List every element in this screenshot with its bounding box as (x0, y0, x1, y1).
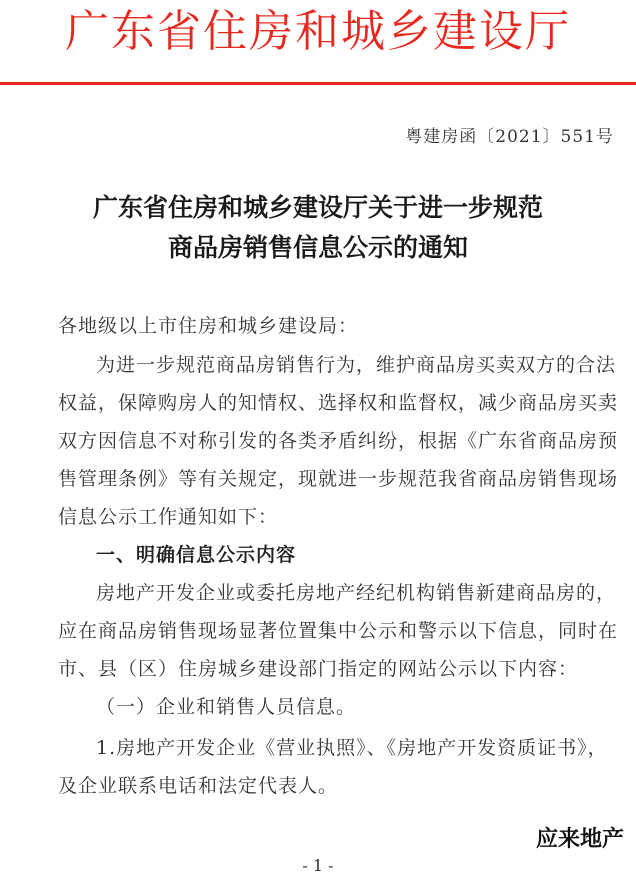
salutation: 各地级以上市住房和城乡建设局： (58, 315, 359, 337)
masthead-title: 广东省住房和城乡建设厅 (65, 6, 571, 57)
list-item-enterprise-info: （一）企业和销售人员信息。 (96, 696, 357, 718)
watermark-label: 应来地产 (534, 822, 626, 853)
document-number: 粤建房函〔2021〕551号 (405, 127, 614, 147)
paragraph-intro: 为进一步规范商品房销售行为，维护商品房买卖双方的合法权益，保障购房人的知情权、选择权和监督权，减少商品房买卖双方因信息不对称引发的各类矛盾纠纷，根据《广东省商品房预售管理条例》等有关规定，现就进一步规范我省商品房销售现场信息公示工作通知如下： (58, 354, 619, 528)
title-line-1: 广东省住房和城乡建设厅关于进一步规范 (92, 193, 543, 222)
document-title (0, 188, 636, 268)
list-item-license: 1.房地产开发企业《营业执照》、《房地产开发资质证书》，及企业联系电话和法定代表人。 (58, 737, 608, 797)
section-heading-1: 一、明确信息公示内容 (96, 544, 297, 566)
paragraph-disclosure: 房地产开发企业或委托房地产经纪机构销售新建商品房的，应在商品房销售现场显著位置集中公示和警示以下信息，同时在市、县（区）住房城乡建设部门指定的网站公示以下内容： (58, 582, 619, 680)
red-divider-rule (0, 82, 636, 85)
page-number: - 1 - (302, 856, 334, 875)
title-line-2: 商品房销售信息公示的通知 (167, 233, 468, 262)
